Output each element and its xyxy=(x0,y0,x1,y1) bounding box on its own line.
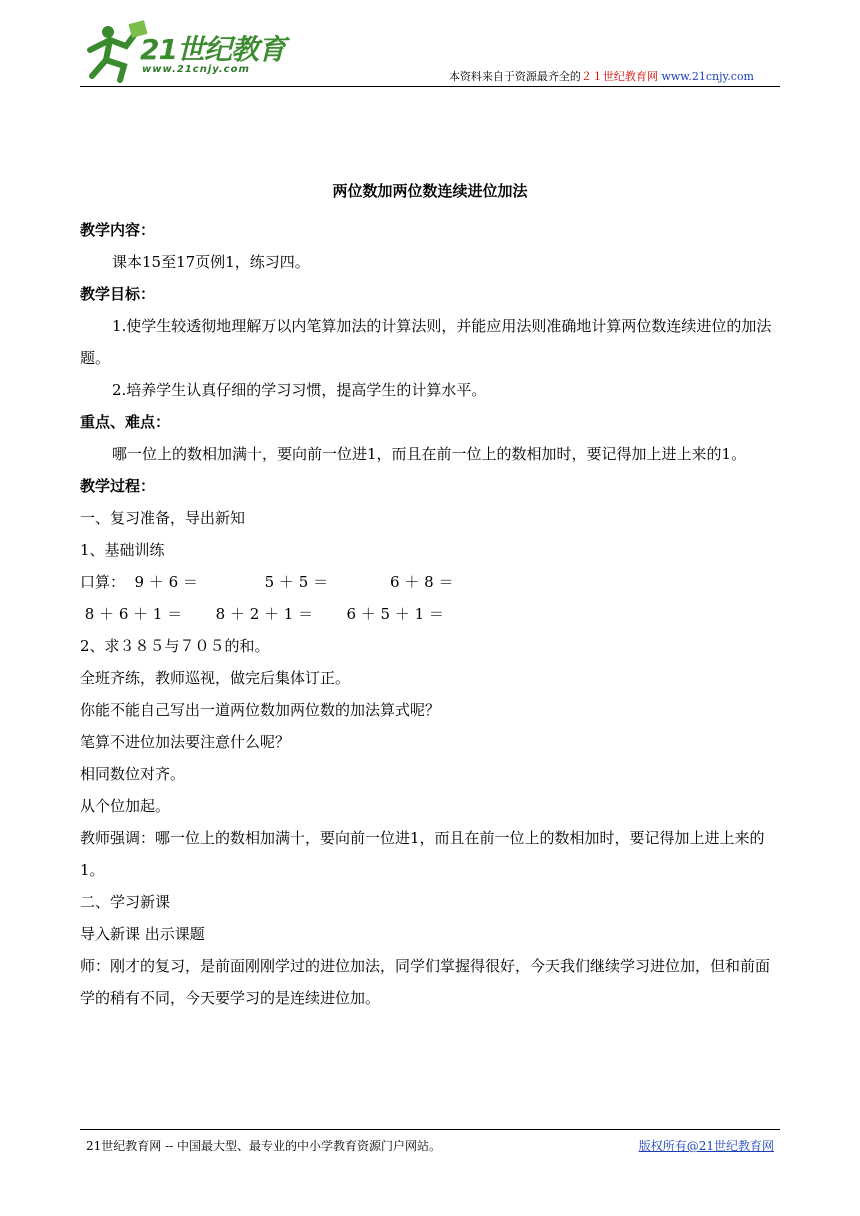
paragraph: 一、复习准备，导出新知 xyxy=(80,509,246,527)
page-header xyxy=(80,20,780,86)
section-heading: 重点、难点： xyxy=(80,413,171,431)
paragraph: 全班齐练，教师巡视，做完后集体订正。 xyxy=(80,669,351,687)
footer-site-info: 21世纪教育网 -- 中国最大型、最专业的中小学教育资源门户网站。 xyxy=(86,1139,442,1153)
footer-copyright-link[interactable]: 版权所有@21世纪教育网 xyxy=(638,1139,774,1153)
arithmetic-row: 口算： 9 ＋ 6 ＝ 5 ＋ 5 ＝ 6 ＋ 8 ＝ xyxy=(80,573,454,591)
section-heading: 教学过程： xyxy=(80,477,156,495)
paragraph: 师：刚才的复习，是前面刚刚学过的进位加法，同学们掌握得很好，今天我们继续学习进位加，但和前面学的稍有不同，今天要学习的是连续进位加。 xyxy=(80,957,771,1007)
paragraph: 1.使学生较透彻地理解万以内笔算加法的计算法则，并能应用法则准确地计算两位数连续进位的加法题。 xyxy=(80,317,772,367)
paragraph: 哪一位上的数相加满十，要向前一位进1，而且在前一位上的数相加时，要记得加上进上来的1。 xyxy=(112,445,747,463)
paragraph: 笔算不进位加法要注意什么呢？ xyxy=(80,733,291,751)
paragraph: 相同数位对齐。 xyxy=(80,765,186,783)
document-body xyxy=(80,178,780,1014)
paragraph: 教师强调：哪一位上的数相加满十，要向前一位进1，而且在前一位上的数相加时，要记得加上进上来的1。 xyxy=(80,829,765,879)
paragraph: 导入新课 出示课题 xyxy=(80,925,205,943)
paragraph: 二、学习新课 xyxy=(80,893,171,911)
document-lines xyxy=(80,214,780,1014)
header-note-prefix: 本资料来自于资源最齐全的 xyxy=(448,70,581,83)
site-logo[interactable] xyxy=(80,20,290,84)
header-note-url[interactable]: www.21cnjy.com xyxy=(661,70,754,83)
paragraph: 你能不能自己写出一道两位数加两位数的加法算式呢？ xyxy=(80,701,441,719)
paragraph: 1、基础训练 xyxy=(80,541,165,559)
arithmetic-row: 8 ＋ 6 ＋ 1 ＝ 8 ＋ 2 ＋ 1 ＝ 6 ＋ 5 ＋ 1 ＝ xyxy=(80,605,444,623)
logo-brand-text: 21世纪教育 xyxy=(140,33,285,66)
footer-divider xyxy=(80,1129,780,1130)
section-heading: 教学内容： xyxy=(80,221,156,239)
document-title: 两位数加两位数连续进位加法 xyxy=(332,182,528,200)
section-heading: 教学目标： xyxy=(80,285,156,303)
paragraph: 2、求３８５与７０５的和。 xyxy=(80,637,270,655)
header-divider xyxy=(80,86,780,87)
paragraph: 课本15至17页例1，练习四。 xyxy=(112,253,310,271)
paragraph: 从个位加起。 xyxy=(80,797,171,815)
header-source-note xyxy=(449,68,754,84)
header-note-site[interactable]: ２１世纪教育网 xyxy=(580,70,658,83)
logo-url-text: www.21cnjy.com xyxy=(142,64,250,75)
paragraph: 2.培养学生认真仔细的学习习惯，提高学生的计算水平。 xyxy=(112,381,487,399)
